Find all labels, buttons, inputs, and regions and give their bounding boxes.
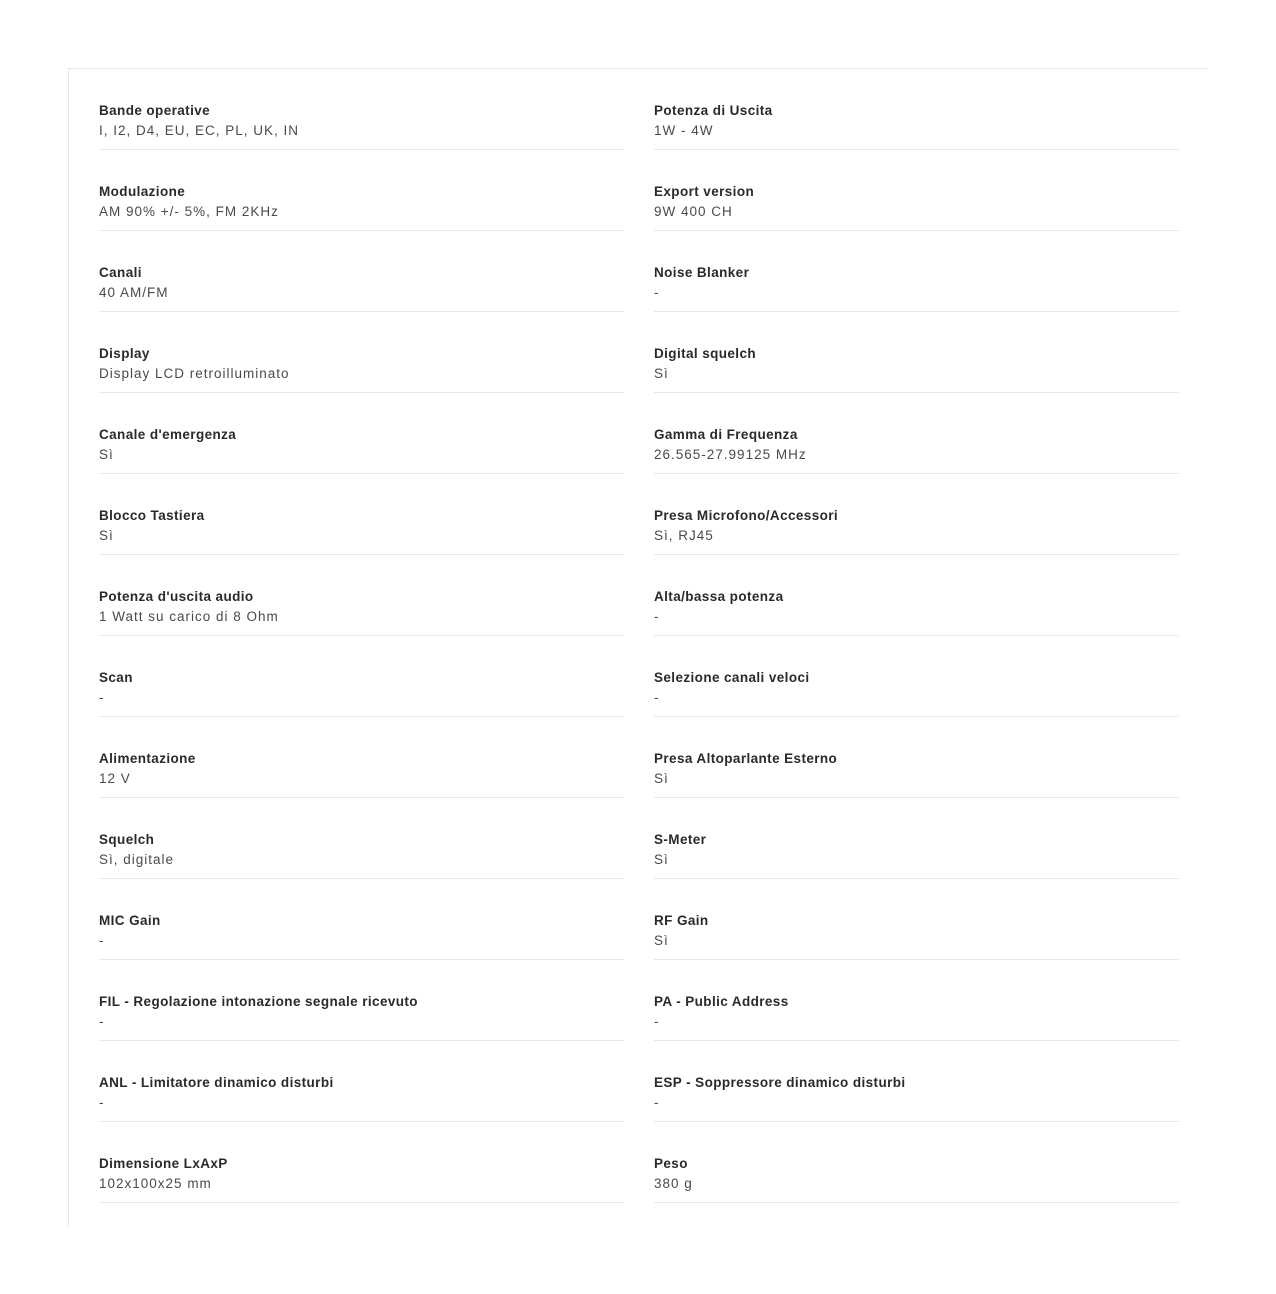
spec-row-esp	[654, 1041, 1179, 1122]
spec-row-dimensione	[99, 1122, 624, 1203]
spec-label: Dimensione LxAxP	[99, 1156, 228, 1171]
spec-label: PA - Public Address	[654, 994, 789, 1009]
spec-value: 1 Watt su carico di 8 Ohm	[99, 609, 279, 624]
spec-label: Peso	[654, 1156, 688, 1171]
spec-value: I, I2, D4, EU, EC, PL, UK, IN	[99, 123, 300, 138]
spec-row-fil	[99, 960, 624, 1041]
spec-label: RF Gain	[654, 913, 709, 928]
spec-row-presa-altoparlante	[654, 717, 1179, 798]
spec-row-export-version	[654, 150, 1179, 231]
spec-row-alta-bassa-potenza	[654, 555, 1179, 636]
spec-row-modulazione	[99, 150, 624, 231]
spec-row-alimentazione	[99, 717, 624, 798]
spec-value: -	[654, 1014, 660, 1029]
spec-label: Potenza di Uscita	[654, 103, 773, 118]
spec-row-canali	[99, 231, 624, 312]
spec-row-bande-operative	[99, 69, 624, 150]
spec-row-selezione-canali	[654, 636, 1179, 717]
spec-value: AM 90% +/- 5%, FM 2KHz	[99, 204, 279, 219]
spec-label: Canali	[99, 265, 142, 280]
spec-row-potenza-uscita	[654, 69, 1179, 150]
spec-row-blocco-tastiera	[99, 474, 624, 555]
spec-value: Sì	[654, 852, 669, 867]
spec-row-anl	[99, 1041, 624, 1122]
spec-row-mic-gain	[99, 879, 624, 960]
spec-label: Alimentazione	[99, 751, 196, 766]
spec-label: Display	[99, 346, 150, 361]
spec-label: Canale d'emergenza	[99, 427, 237, 442]
specs-columns	[99, 69, 1179, 1203]
spec-value: -	[654, 609, 660, 624]
spec-label: Squelch	[99, 832, 155, 847]
spec-row-peso	[654, 1122, 1179, 1203]
spec-label: Export version	[654, 184, 755, 199]
spec-label: Digital squelch	[654, 346, 757, 361]
spec-value: -	[99, 933, 105, 948]
spec-value: Display LCD retroilluminato	[99, 366, 290, 381]
spec-value: Sì	[99, 528, 114, 543]
spec-row-display	[99, 312, 624, 393]
spec-value: 1W - 4W	[654, 123, 714, 138]
spec-value: -	[654, 1095, 660, 1110]
specs-panel	[68, 68, 1208, 1226]
spec-value: Sì, RJ45	[654, 528, 714, 543]
spec-label: Noise Blanker	[654, 265, 750, 280]
spec-row-s-meter	[654, 798, 1179, 879]
spec-value: -	[654, 285, 660, 300]
spec-label: Presa Altoparlante Esterno	[654, 751, 838, 766]
spec-value: -	[654, 690, 660, 705]
spec-value: Sì, digitale	[99, 852, 175, 867]
spec-label: Modulazione	[99, 184, 186, 199]
spec-label: Bande operative	[99, 103, 211, 118]
spec-label: Presa Microfono/Accessori	[654, 508, 839, 523]
spec-value: 380 g	[654, 1176, 693, 1191]
spec-label: MIC Gain	[99, 913, 161, 928]
spec-value: -	[99, 1095, 105, 1110]
spec-label: ANL - Limitatore dinamico disturbi	[99, 1075, 334, 1090]
spec-label: Blocco Tastiera	[99, 508, 205, 523]
spec-row-digital-squelch	[654, 312, 1179, 393]
spec-row-scan	[99, 636, 624, 717]
spec-label: Selezione canali veloci	[654, 670, 810, 685]
spec-value: -	[99, 690, 105, 705]
spec-value: Sì	[654, 366, 669, 381]
spec-row-public-address	[654, 960, 1179, 1041]
spec-value: 12 V	[99, 771, 131, 786]
spec-value: Sì	[99, 447, 114, 462]
spec-label: Potenza d'uscita audio	[99, 589, 254, 604]
spec-label: S-Meter	[654, 832, 707, 847]
spec-value: -	[99, 1014, 105, 1029]
spec-row-canale-emergenza	[99, 393, 624, 474]
spec-value: Sì	[654, 771, 669, 786]
spec-label: ESP - Soppressore dinamico disturbi	[654, 1075, 906, 1090]
spec-label: Alta/bassa potenza	[654, 589, 784, 604]
spec-value: 26.565-27.99125 MHz	[654, 447, 807, 462]
specs-column-left	[99, 69, 624, 1203]
spec-label: Gamma di Frequenza	[654, 427, 798, 442]
spec-row-potenza-audio	[99, 555, 624, 636]
spec-value: Sì	[654, 933, 669, 948]
spec-row-rf-gain	[654, 879, 1179, 960]
spec-row-presa-microfono	[654, 474, 1179, 555]
spec-label: Scan	[99, 670, 133, 685]
spec-row-squelch	[99, 798, 624, 879]
spec-value: 40 AM/FM	[99, 285, 169, 300]
spec-value: 9W 400 CH	[654, 204, 733, 219]
spec-value: 102x100x25 mm	[99, 1176, 212, 1191]
specs-column-right	[654, 69, 1179, 1203]
spec-label: FIL - Regolazione intonazione segnale ricevuto	[99, 994, 418, 1009]
spec-row-noise-blanker	[654, 231, 1179, 312]
spec-row-gamma-frequenza	[654, 393, 1179, 474]
